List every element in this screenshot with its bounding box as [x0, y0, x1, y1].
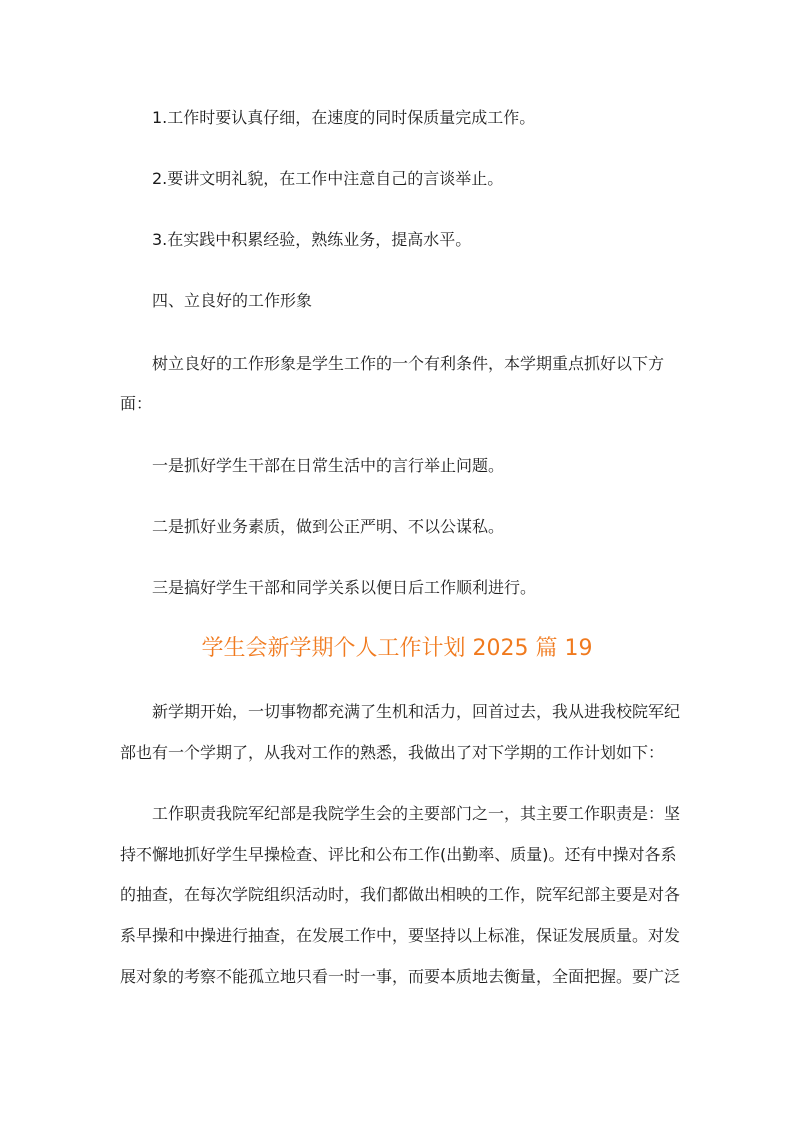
section-heading: 四、立良好的工作形象 [152, 291, 313, 310]
paragraph-line: 面： [120, 394, 153, 413]
list-item: 一是抓好学生干部在日常生活中的言行举止问题。 [152, 456, 505, 475]
paragraph-line: 树立良好的工作形象是学生工作的一个有利条件，本学期重点抓好以下方 [152, 354, 665, 373]
article-title: 学生会新学期个人工作计划 2025 篇 19 [201, 636, 593, 661]
paragraph-line: 工作职责我院军纪部是我院学生会的主要部门之一，其主要工作职责是：坚 [152, 804, 681, 823]
paragraph-line: 持不懈地抓好学生早操检查、评比和公布工作(出勤率、质量)。还有中操对各系 [120, 845, 677, 864]
paragraph-line: 新学期开始，一切事物都充满了生机和活力，回首过去，我从进我校院军纪 [152, 702, 681, 721]
paragraph-line: 的抽查，在每次学院组织活动时，我们都做出相映的工作，院军纪部主要是对各 [120, 885, 681, 904]
list-item: 2.要讲文明礼貌，在工作中注意自己的言谈举止。 [152, 169, 504, 188]
paragraph-line: 系早操和中操进行抽查，在发展工作中，要坚持以上标准，保证发展质量。对发 [120, 926, 681, 945]
list-item: 1.工作时要认真仔细，在速度的同时保质量完成工作。 [152, 108, 536, 127]
list-item: 3.在实践中积累经验，熟练业务，提高水平。 [152, 230, 472, 249]
paragraph-line: 展对象的考察不能孤立地只看一时一事，而要本质地去衡量，全面把握。要广泛 [120, 967, 681, 986]
list-item: 三是搞好学生干部和同学关系以便日后工作顺利进行。 [152, 578, 537, 597]
paragraph-line: 部也有一个学期了，从我对工作的熟悉，我做出了对下学期的工作计划如下： [120, 743, 665, 762]
list-item: 二是抓好业务素质，做到公正严明、不以公谋私。 [152, 517, 505, 536]
